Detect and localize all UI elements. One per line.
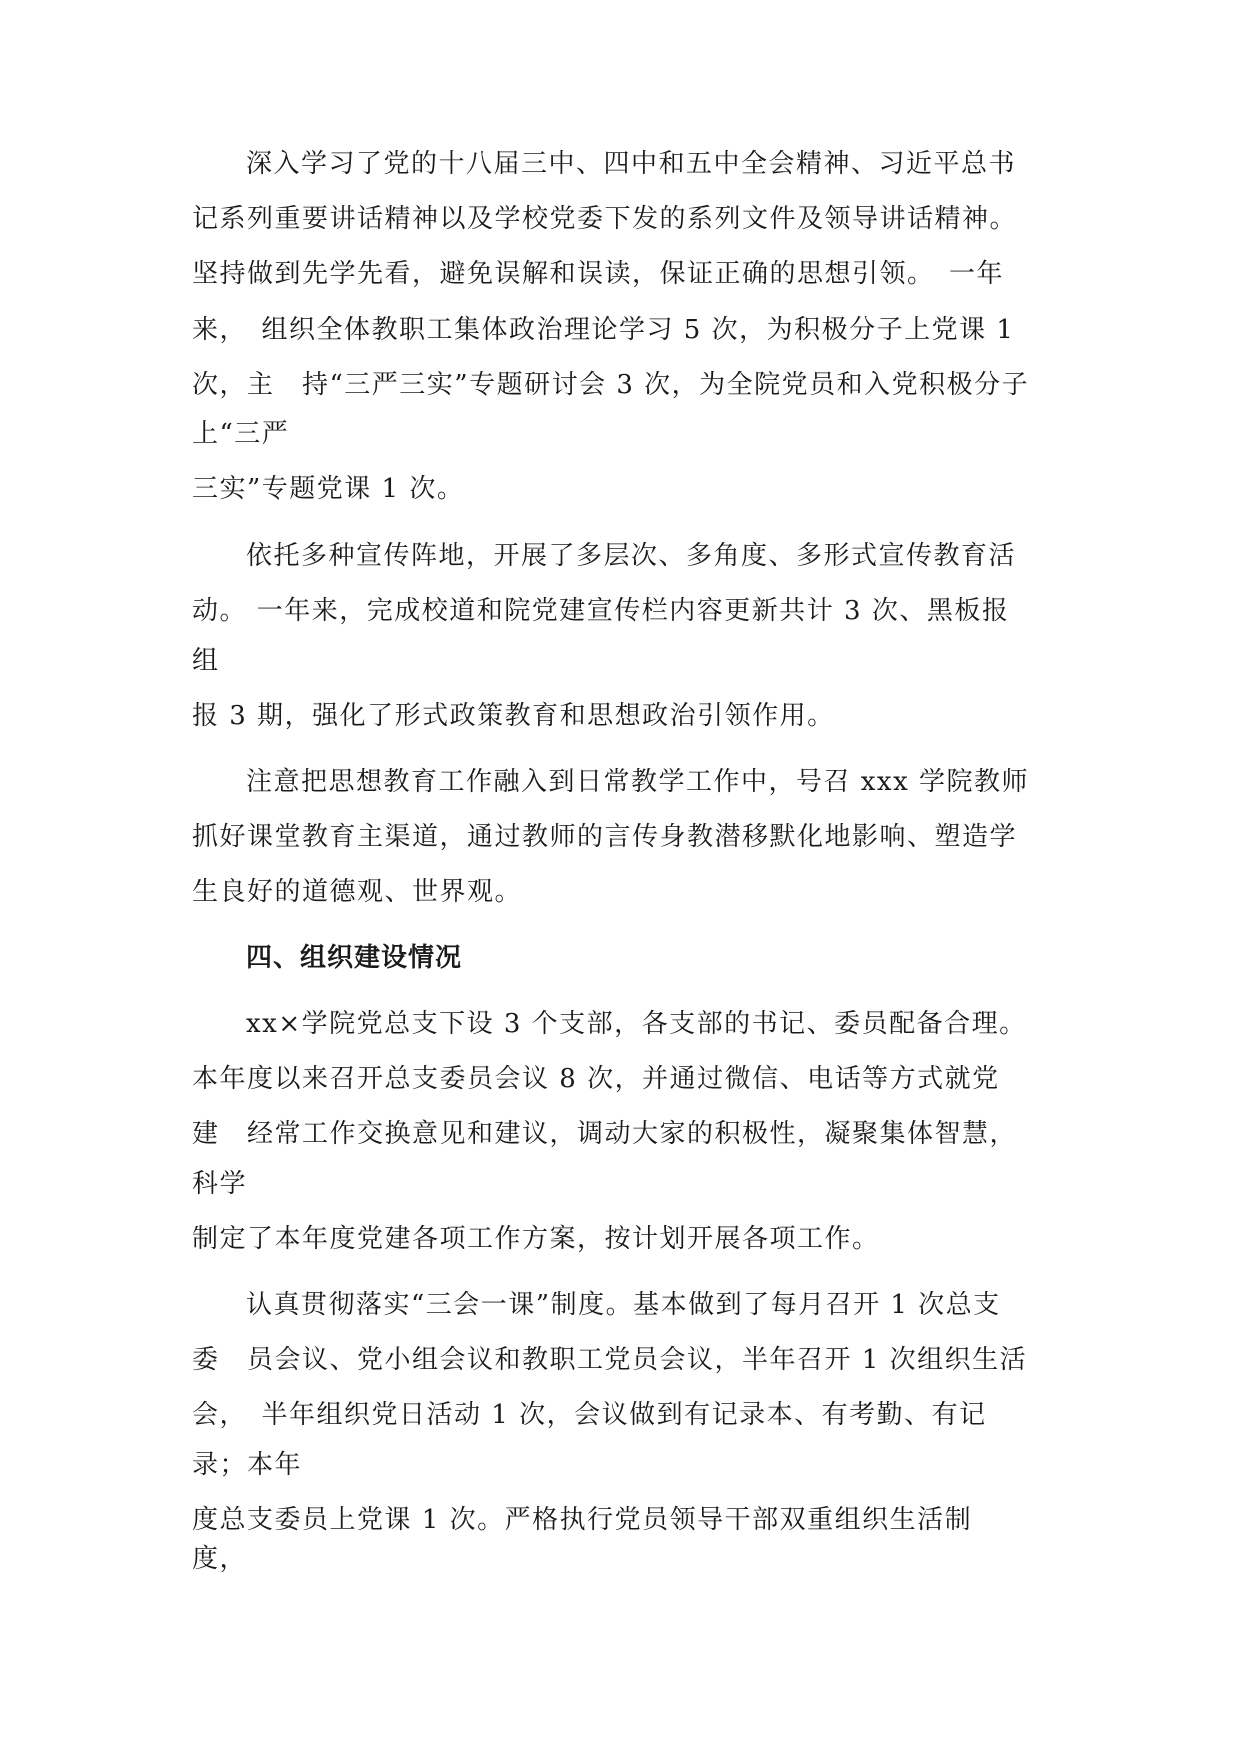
paragraph-1-line-6: 上“三严 <box>192 419 290 449</box>
paragraph-1-line-3: 坚持做到先学先看，避免误解和误读，保证正确的思想引领。 一年 <box>192 259 1005 289</box>
paragraph-5-line-1: 认真贯彻落实“三会一课”制度。基本做到了每月召开 1 次总支 <box>246 1290 1001 1320</box>
paragraph-5-line-3: 会， 半年组织党日活动 1 次，会议做到有记录本、有考勤、有记 <box>192 1400 987 1430</box>
paragraph-1-line-2: 记系列重要讲话精神以及学校党委下发的系列文件及领导讲话精神。 <box>192 204 1018 234</box>
paragraph-5-line-6: 度， <box>192 1544 248 1574</box>
paragraph-4-line-1: xx×学院党总支下设 3 个支部，各支部的书记、委员配备合理。 <box>246 1009 1027 1039</box>
paragraph-4-line-5: 制定了本年度党建各项工作方案，按计划开展各项工作。 <box>192 1224 880 1254</box>
paragraph-3-line-2: 抓好课堂教育主渠道，通过教师的言传身教潜移默化地影响、塑造学 <box>192 822 1018 852</box>
paragraph-5-line-2: 委 员会议、党小组会议和教职工党员会议，半年召开 1 次组织生活 <box>192 1345 1028 1375</box>
paragraph-5-line-5: 度总支委员上党课 1 次。严格执行党员领导干部双重组织生活制 <box>192 1505 973 1535</box>
paragraph-4-line-4: 科学 <box>192 1169 248 1199</box>
paragraph-1-line-1: 深入学习了党的十八届三中、四中和五中全会精神、习近平总书 <box>246 149 1017 179</box>
paragraph-1-line-5: 次，主 持“三严三实”专题研讨会 3 次，为全院党员和入党积极分子 <box>192 370 1030 400</box>
section-heading: 四、组织建设情况 <box>246 943 463 973</box>
paragraph-2-line-2: 动。 一年来，完成校道和院党建宣传栏内容更新共计 3 次、黑板报 <box>192 596 1010 626</box>
paragraph-2-line-1: 依托多种宣传阵地，开展了多层次、多角度、多形式宣传教育活 <box>246 541 1017 571</box>
paragraph-1-line-4: 来， 组织全体教职工集体政治理论学习 5 次，为积极分子上党课 1 <box>192 315 1015 345</box>
paragraph-5-line-4: 录；本年 <box>192 1450 303 1480</box>
paragraph-2-line-4: 报 3 期，强化了形式政策教育和思想政治引领作用。 <box>192 701 835 731</box>
paragraph-4-line-3: 建 经常工作交换意见和建议，调动大家的积极性，凝聚集体智慧， <box>192 1119 1018 1149</box>
paragraph-4-line-2: 本年度以来召开总支委员会议 8 次，并通过微信、电话等方式就党 <box>192 1064 1000 1094</box>
paragraph-3-line-1: 注意把思想教育工作融入到日常教学工作中，号召 xxx 学院教师 <box>246 767 1030 797</box>
paragraph-3-line-3: 生良好的道德观、世界观。 <box>192 877 523 907</box>
paragraph-1-line-7: 三实”专题党课 1 次。 <box>192 474 465 504</box>
paragraph-2-line-3: 组 <box>192 646 220 676</box>
